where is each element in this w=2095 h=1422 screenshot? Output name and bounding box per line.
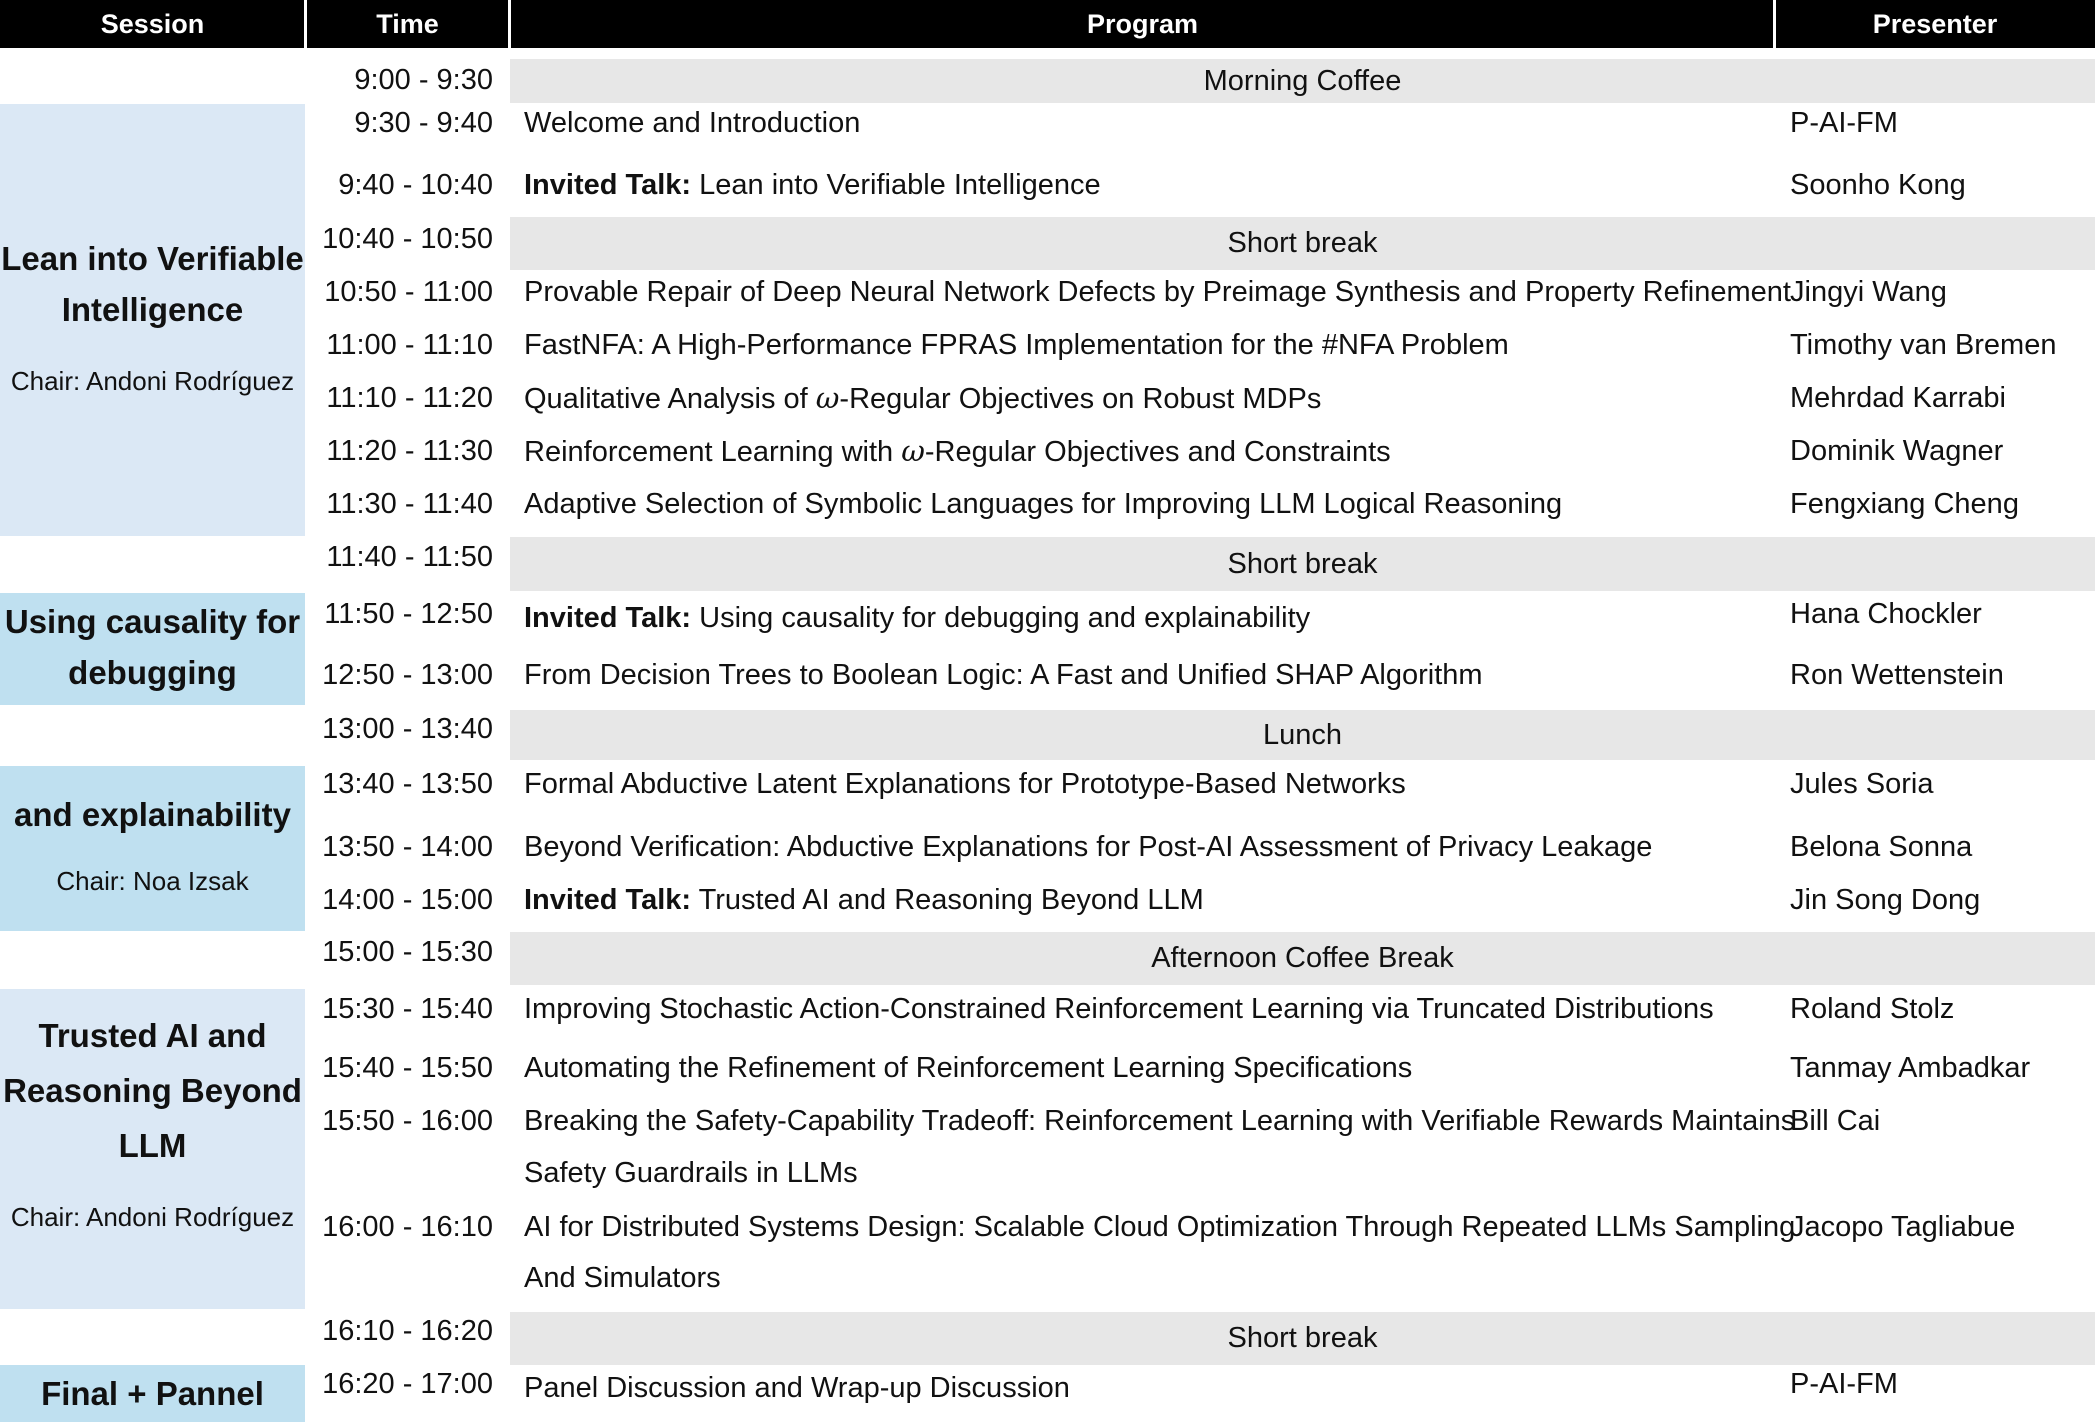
session-chair: Chair: Andoni Rodríguez (10, 1202, 295, 1232)
session-block (0, 1365, 305, 1422)
row-presenter: Roland Stolz (1790, 993, 1955, 1025)
row-presenter: Timothy van Bremen (1790, 329, 2057, 361)
row-program-continued: And Simulators (524, 1262, 721, 1294)
header-time: Time (305, 0, 510, 48)
row-program (524, 882, 1774, 918)
row-presenter: Fengxiang Cheng (1790, 488, 2019, 520)
session-title: Trusted AI and (38, 1017, 267, 1054)
row-program: Panel Discussion and Wrap-up Discussion (524, 1372, 1070, 1404)
row-presenter: Ron Wettenstein (1790, 659, 2004, 691)
break-time: 10:40 - 10:50 (322, 223, 493, 255)
row-time: 10:50 - 11:00 (324, 276, 493, 308)
break-band (510, 1312, 2095, 1365)
session-block (0, 766, 305, 931)
header-session: Session (0, 0, 305, 48)
header-divider (304, 0, 307, 48)
row-time: 16:00 - 16:10 (322, 1211, 493, 1243)
session-block (0, 989, 305, 1309)
row-presenter: P-AI-FM (1790, 1368, 1898, 1400)
row-program: Beyond Verification: Abductive Explanations for Post-AI Assessment of Privacy Leakage (524, 831, 1653, 863)
row-presenter: Jingyi Wang (1790, 276, 1947, 308)
row-program (524, 600, 1774, 636)
row-presenter: Mehrdad Karrabi (1790, 382, 2006, 414)
row-time: 15:50 - 16:00 (322, 1105, 493, 1137)
row-presenter: Jacopo Tagliabue (1790, 1211, 2016, 1243)
break-time: 16:10 - 16:20 (322, 1315, 493, 1347)
row-program (524, 167, 1774, 203)
row-program (524, 380, 1774, 417)
program-text: -Regular Objectives and Constraints (924, 436, 1391, 468)
row-presenter: Tanmay Ambadkar (1790, 1052, 2031, 1084)
session-title: Lean into Verifiable (1, 240, 304, 277)
row-program: Formal Abductive Latent Explanations for Prototype-Based Networks (524, 768, 1406, 800)
row-time: 9:30 - 9:40 (354, 107, 493, 139)
break-band (510, 710, 2095, 760)
break-label: Lunch (1262, 718, 1342, 751)
break-band (510, 537, 2095, 591)
row-presenter: Bill Cai (1790, 1105, 1881, 1137)
row-program: AI for Distributed Systems Design: Scalable Cloud Optimization Through Repeated LLMs Sampling (524, 1211, 1796, 1243)
row-time: 11:50 - 12:50 (324, 598, 493, 630)
header-presenter: Presenter (1775, 0, 2095, 48)
session-chair: Chair: Andoni Rodríguez (10, 366, 295, 396)
row-presenter: Jules Soria (1790, 768, 1934, 800)
break-time: 13:00 - 13:40 (322, 713, 493, 745)
session-title: LLM (118, 1127, 187, 1164)
program-text: Qualitative Analysis of (524, 383, 816, 415)
session-title: Intelligence (61, 291, 244, 328)
invited-talk-prefix: Invited Talk: (524, 884, 692, 916)
talk-title: Lean into Verifiable Intelligence (699, 169, 1101, 201)
row-program: Breaking the Safety-Capability Tradeoff: Reinforcement Learning with Verifiable Rewards Maintains (524, 1105, 1796, 1137)
row-time: 11:10 - 11:20 (326, 382, 493, 414)
session-title: Reasoning Beyond (3, 1072, 302, 1109)
break-label: Short break (1227, 227, 1378, 259)
row-presenter: Dominik Wagner (1790, 435, 2004, 467)
omega-symbol: ω (815, 381, 840, 415)
row-program: FastNFA: A High-Performance FPRAS Implementation for the #NFA Problem (524, 329, 1509, 361)
session-title: Final + Pannel (41, 1375, 264, 1412)
row-time: 14:00 - 15:00 (322, 884, 493, 916)
invited-talk-prefix: Invited Talk: (524, 602, 692, 634)
row-time: 9:40 - 10:40 (338, 169, 493, 201)
row-time: 15:40 - 15:50 (322, 1052, 493, 1084)
row-presenter: Jin Song Dong (1790, 884, 1981, 916)
row-presenter: Hana Chockler (1790, 598, 1982, 630)
break-label: Morning Coffee (1203, 64, 1402, 97)
break-label: Afternoon Coffee Break (1151, 942, 1454, 974)
header-divider (1773, 0, 1776, 48)
break-time: 11:40 - 11:50 (326, 541, 493, 573)
row-presenter: P-AI-FM (1790, 107, 1898, 139)
session-block (0, 593, 305, 705)
break-label: Short break (1227, 1322, 1378, 1354)
session-title: debugging (68, 654, 237, 691)
row-program: Provable Repair of Deep Neural Network Defects by Preimage Synthesis and Property Refinement (524, 276, 1791, 308)
row-time: 12:50 - 13:00 (322, 659, 493, 691)
row-program: From Decision Trees to Boolean Logic: A Fast and Unified SHAP Algorithm (524, 659, 1483, 691)
program-text: Reinforcement Learning with (524, 436, 902, 468)
row-time: 16:20 - 17:00 (322, 1368, 493, 1400)
row-time: 13:50 - 14:00 (322, 831, 493, 863)
talk-title: Using causality for debugging and explainability (699, 602, 1311, 634)
omega-symbol: ω (901, 434, 925, 468)
program-text: -Regular Objectives on Robust MDPs (839, 383, 1322, 415)
break-label: Short break (1227, 547, 1378, 580)
break-band (510, 217, 2095, 270)
invited-talk-prefix: Invited Talk: (524, 169, 692, 201)
row-time: 11:20 - 11:30 (326, 435, 493, 467)
break-time: 15:00 - 15:30 (322, 936, 493, 968)
row-program: Welcome and Introduction (524, 107, 861, 139)
row-time: 11:30 - 11:40 (326, 488, 493, 520)
break-time: 9:00 - 9:30 (354, 64, 493, 96)
row-time: 11:00 - 11:10 (326, 329, 493, 361)
row-program: Automating the Refinement of Reinforcement Learning Specifications (524, 1052, 1413, 1084)
talk-title: Trusted AI and Reasoning Beyond LLM (698, 884, 1204, 916)
break-band (510, 59, 2095, 103)
row-program: Adaptive Selection of Symbolic Languages for Improving LLM Logical Reasoning (524, 488, 1563, 520)
row-presenter: Soonho Kong (1790, 169, 1966, 201)
session-chair: Chair: Noa Izsak (56, 866, 249, 896)
row-program: Improving Stochastic Action-Constrained Reinforcement Learning via Truncated Distributions (524, 993, 1714, 1025)
row-program-continued: Safety Guardrails in LLMs (524, 1157, 858, 1189)
row-presenter: Belona Sonna (1790, 831, 1973, 863)
header-divider (508, 0, 511, 48)
session-title: and explainability (14, 796, 291, 833)
row-time: 13:40 - 13:50 (322, 768, 493, 800)
break-band (510, 932, 2095, 985)
row-time: 15:30 - 15:40 (322, 993, 493, 1025)
session-title: Using causality for (4, 603, 301, 640)
session-block (0, 104, 305, 536)
row-program (524, 433, 1774, 470)
header-program: Program (510, 0, 1775, 48)
